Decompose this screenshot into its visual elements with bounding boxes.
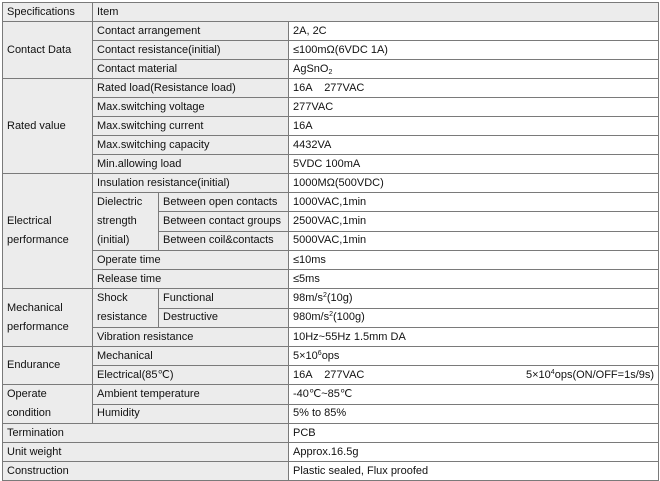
category-contact-data: Contact Data bbox=[3, 22, 93, 79]
label-contact-material: Contact material bbox=[93, 60, 289, 79]
value-shock-functional: $98m/s^2(10g)$ bbox=[289, 289, 659, 309]
table-row bbox=[3, 251, 659, 270]
table-row bbox=[3, 385, 659, 405]
table-row bbox=[3, 347, 659, 366]
label-between-open-contacts: Between open contacts bbox=[159, 193, 289, 212]
table-row bbox=[3, 98, 659, 117]
table-row bbox=[3, 22, 659, 41]
table-row bbox=[3, 174, 659, 193]
label-release-time: Release time bbox=[93, 270, 289, 289]
table-row bbox=[3, 193, 659, 212]
value-ambient-temperature: -40℃~85℃ bbox=[289, 385, 659, 405]
table-row bbox=[3, 289, 659, 309]
label-ambient-temperature: Ambient temperature bbox=[93, 385, 289, 405]
table-row bbox=[3, 443, 659, 462]
label-endurance-electrical: Electrical(85℃) bbox=[93, 366, 289, 385]
table-row bbox=[3, 328, 659, 347]
table-row bbox=[3, 41, 659, 60]
label-shock-functional: Functional bbox=[159, 289, 289, 309]
value-between-open-contacts: 1000VAC,1min bbox=[289, 193, 659, 212]
table-row bbox=[3, 79, 659, 98]
table-row bbox=[3, 462, 659, 481]
label-contact-resistance: Contact resistance(initial) bbox=[93, 41, 289, 60]
label-between-contact-groups: Between contact groups bbox=[159, 212, 289, 231]
value-release-time: ≤5ms bbox=[289, 270, 659, 289]
value-between-coil-contacts: 5000VAC,1min bbox=[289, 231, 659, 250]
header-specifications: Specifications bbox=[3, 3, 93, 22]
table-row bbox=[3, 117, 659, 136]
label-endurance-mechanical: Mechanical bbox=[93, 347, 289, 366]
value-endurance-electrical-load: 16A 277VAC bbox=[293, 368, 365, 381]
value-max-switching-current: 16A bbox=[289, 117, 659, 136]
label-max-switching-current: Max.switching current bbox=[93, 117, 289, 136]
category-rated-value: Rated value bbox=[3, 79, 93, 174]
label-min-allowing-load: Min.allowing load bbox=[93, 155, 289, 174]
label-between-coil-contacts: Between coil&contacts bbox=[159, 231, 289, 250]
value-vibration-resistance: 10Hz~55Hz 1.5mm DA bbox=[289, 328, 659, 347]
label-max-switching-voltage: Max.switching voltage bbox=[93, 98, 289, 117]
value-between-contact-groups: 2500VAC,1min bbox=[289, 212, 659, 231]
value-contact-material: AgSnO$_2$ bbox=[289, 60, 659, 79]
category-operate-condition: Operate condition bbox=[3, 385, 93, 424]
value-contact-resistance: ≤100mΩ(6VDC 1A) bbox=[289, 41, 659, 60]
label-dielectric-strength: Dielectric strength (initial) bbox=[93, 193, 159, 251]
label-insulation-resistance: Insulation resistance(initial) bbox=[93, 174, 289, 193]
value-rated-load: 16A 277VAC bbox=[289, 79, 659, 98]
value-shock-destructive: $980m/s^2(100g)$ bbox=[289, 308, 659, 328]
label-unit-weight: Unit weight bbox=[3, 443, 289, 462]
label-operate-time: Operate time bbox=[93, 251, 289, 270]
label-rated-load: Rated load(Resistance load) bbox=[93, 79, 289, 98]
table-row bbox=[3, 270, 659, 289]
label-vibration-resistance: Vibration resistance bbox=[93, 328, 289, 347]
header-row bbox=[3, 3, 659, 22]
table-row bbox=[3, 404, 659, 424]
table-row bbox=[3, 424, 659, 443]
value-termination: PCB bbox=[289, 424, 659, 443]
label-max-switching-capacity: Max.switching capacity bbox=[93, 136, 289, 155]
label-humidity: Humidity bbox=[93, 404, 289, 424]
value-construction: Plastic sealed, Flux proofed bbox=[289, 462, 659, 481]
value-humidity: 5% to 85% bbox=[289, 404, 659, 424]
value-operate-time: ≤10ms bbox=[289, 251, 659, 270]
table-row bbox=[3, 155, 659, 174]
value-max-switching-capacity: 4432VA bbox=[289, 136, 659, 155]
value-endurance-electrical-ops: $5\times 10^4ops(ON/OFF=1s/9s)$ bbox=[526, 368, 655, 381]
label-shock-resistance: Shock resistance bbox=[93, 289, 159, 328]
value-contact-arrangement: 2A, 2C bbox=[289, 22, 659, 41]
table-row bbox=[3, 60, 659, 79]
category-endurance: Endurance bbox=[3, 347, 93, 385]
value-endurance-mechanical: $5\times 10^6ops$ bbox=[289, 347, 659, 366]
category-mechanical-performance: Mechanical performance bbox=[3, 289, 93, 347]
table-row bbox=[3, 136, 659, 155]
label-construction: Construction bbox=[3, 462, 289, 481]
value-min-allowing-load: 5VDC 100mA bbox=[289, 155, 659, 174]
header-item: Item bbox=[93, 3, 659, 22]
value-endurance-electrical bbox=[289, 366, 659, 385]
label-shock-destructive: Destructive bbox=[159, 308, 289, 328]
table-row bbox=[3, 366, 659, 385]
label-termination: Termination bbox=[3, 424, 289, 443]
label-contact-arrangement: Contact arrangement bbox=[93, 22, 289, 41]
value-max-switching-voltage: 277VAC bbox=[289, 98, 659, 117]
specification-table bbox=[2, 2, 659, 481]
value-insulation-resistance: 1000MΩ(500VDC) bbox=[289, 174, 659, 193]
value-unit-weight: Approx.16.5g bbox=[289, 443, 659, 462]
category-electrical-performance: Electrical performance bbox=[3, 174, 93, 289]
